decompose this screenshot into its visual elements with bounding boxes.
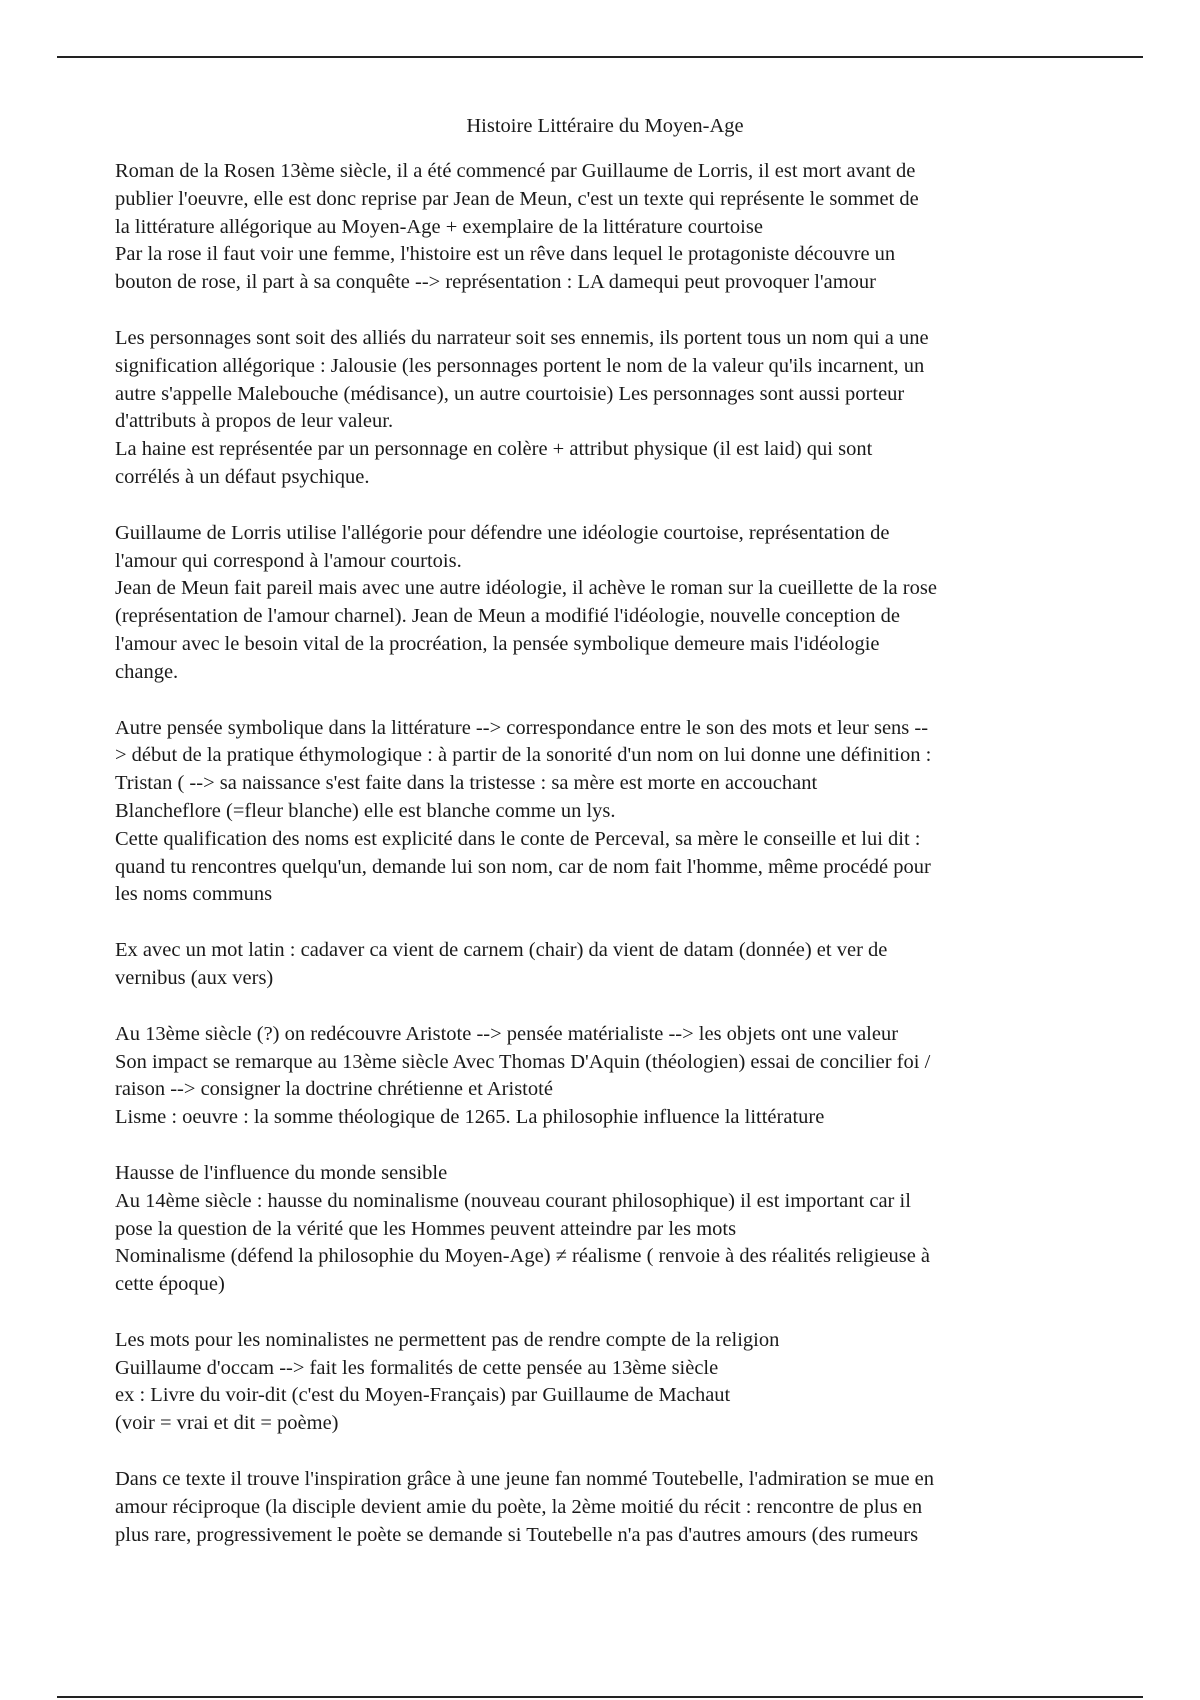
paragraph-3 xyxy=(115,520,1095,687)
paragraph-5 xyxy=(115,937,1095,993)
text-line: Tristan ( --> sa naissance s'est faite dans la tristesse : sa mère est morte en accouchant xyxy=(115,772,818,795)
text-line: ex : Livre du voir-dit (c'est du Moyen-Français) par Guillaume de Machaut xyxy=(115,1384,731,1407)
text-line: Au 13ème siècle (?) on redécouvre Aristote --> pensée matérialiste --> les objets ont une valeur xyxy=(115,1022,899,1045)
text-line: Nominalisme (défend la philosophie du Moyen-Age) ≠ réalisme ( renvoie à des réalités religieuse à xyxy=(115,1245,931,1268)
text-line: (voir = vrai et dit = poème) xyxy=(115,1412,339,1435)
text-line: cette époque) xyxy=(115,1273,225,1296)
text-line: publier l'oeuvre, elle est donc reprise par Jean de Meun, c'est un texte qui représente le sommet de xyxy=(115,187,919,210)
text-line: Dans ce texte il trouve l'inspiration grâce à une jeune fan nommé Toutebelle, l'admiration se mue en xyxy=(115,1468,935,1491)
text-line: Jean de Meun fait pareil mais avec une autre idéologie, il achève le roman sur la cueillette de la rose xyxy=(115,577,937,600)
text-line: La haine est représentée par un personnage en colère + attribut physique (il est laid) qui sont xyxy=(115,438,873,461)
text-line: d'attributs à propos de leur valeur. xyxy=(115,410,394,433)
text-line: Par la rose il faut voir une femme, l'histoire est un rêve dans lequel le protagoniste découvre un xyxy=(115,243,896,266)
text-line: Hausse de l'influence du monde sensible xyxy=(115,1161,448,1184)
text-line: l'amour avec le besoin vital de la procréation, la pensée symbolique demeure mais l'idéologie xyxy=(115,632,880,655)
paragraph-6 xyxy=(115,1021,1095,1132)
paragraph-2 xyxy=(115,325,1095,492)
text-line: Les personnages sont soit des alliés du narrateur soit ses ennemis, ils portent tous un nom qui a une xyxy=(115,326,929,349)
text-line: les noms communs xyxy=(115,883,273,906)
text-line: Guillaume d'occam --> fait les formalités de cette pensée au 13ème siècle xyxy=(115,1356,719,1379)
paragraph-8 xyxy=(115,1327,1095,1438)
text-line: raison --> consigner la doctrine chrétienne et Aristoté xyxy=(115,1078,553,1101)
text-line: Guillaume de Lorris utilise l'allégorie pour défendre une idéologie courtoise, représentation de xyxy=(115,521,890,544)
bottom-rule xyxy=(57,1696,1143,1698)
paragraph-4 xyxy=(115,715,1095,910)
text-line: Blancheflore (=fleur blanche) elle est blanche comme un lys. xyxy=(115,799,616,822)
text-line: signification allégorique : Jalousie (les personnages portent le nom de la valeur qu'ils incarnent, un xyxy=(115,354,925,377)
paragraph-1 xyxy=(115,158,1095,297)
document-title: Histoire Littéraire du Moyen-Age xyxy=(466,115,744,137)
text-line: pose la question de la vérité que les Hommes peuvent atteindre par les mots xyxy=(115,1217,737,1240)
text-line: amour réciproque (la disciple devient amie du poète, la 2ème moitié du récit : rencontre de plus en xyxy=(115,1495,923,1518)
paragraph-9 xyxy=(115,1466,1095,1549)
document-body xyxy=(115,158,1095,1549)
top-rule xyxy=(57,56,1143,58)
text-line: change. xyxy=(115,660,179,683)
text-line: vernibus (aux vers) xyxy=(115,966,274,989)
text-line: la littérature allégorique au Moyen-Age + exemplaire de la littérature courtoise xyxy=(115,215,763,238)
paragraph-7 xyxy=(115,1160,1095,1299)
text-line: > début de la pratique éthymologique : à partir de la sonorité d'un nom on lui donne une définition : xyxy=(115,744,932,767)
text-line: Ex avec un mot latin : cadaver ca vient de carnem (chair) da vient de datam (donnée) et ver de xyxy=(115,939,888,962)
text-line: plus rare, progressivement le poète se demande si Toutebelle n'a pas d'autres amours (des rumeurs xyxy=(115,1523,919,1546)
text-line: Au 14ème siècle : hausse du nominalisme (nouveau courant philosophique) il est important car il xyxy=(115,1189,911,1212)
text-line: bouton de rose, il part à sa conquête --> représentation : LA damequi peut provoquer l'amour xyxy=(115,271,876,294)
text-line: Lisme : oeuvre : la somme théologique de 1265. La philosophie influence la littérature xyxy=(115,1106,825,1129)
document-page xyxy=(115,112,1095,1577)
text-line: Son impact se remarque au 13ème siècle Avec Thomas D'Aquin (théologien) essai de concilier foi / xyxy=(115,1050,931,1073)
text-line: Roman de la Rosen 13ème siècle, il a été commencé par Guillaume de Lorris, il est mort avant de xyxy=(115,160,916,182)
text-line: quand tu rencontres quelqu'un, demande lui son nom, car de nom fait l'homme, même procédé pour xyxy=(115,855,931,878)
text-line: Les mots pour les nominalistes ne permettent pas de rendre compte de la religion xyxy=(115,1328,780,1351)
text-line: autre s'appelle Malebouche (médisance), un autre courtoisie) Les personnages sont aussi porteur xyxy=(115,382,905,405)
text-line: l'amour qui correspond à l'amour courtois. xyxy=(115,549,462,572)
text-line: Autre pensée symbolique dans la littérature --> correspondance entre le son des mots et leur sens -- xyxy=(115,716,929,739)
text-line: corrélés à un défaut psychique. xyxy=(115,465,370,488)
text-line: (représentation de l'amour charnel). Jean de Meun a modifié l'idéologie, nouvelle conception de xyxy=(115,605,900,628)
text-line: Cette qualification des noms est explicité dans le conte de Perceval, sa mère le conseille et lui dit : xyxy=(115,827,921,850)
